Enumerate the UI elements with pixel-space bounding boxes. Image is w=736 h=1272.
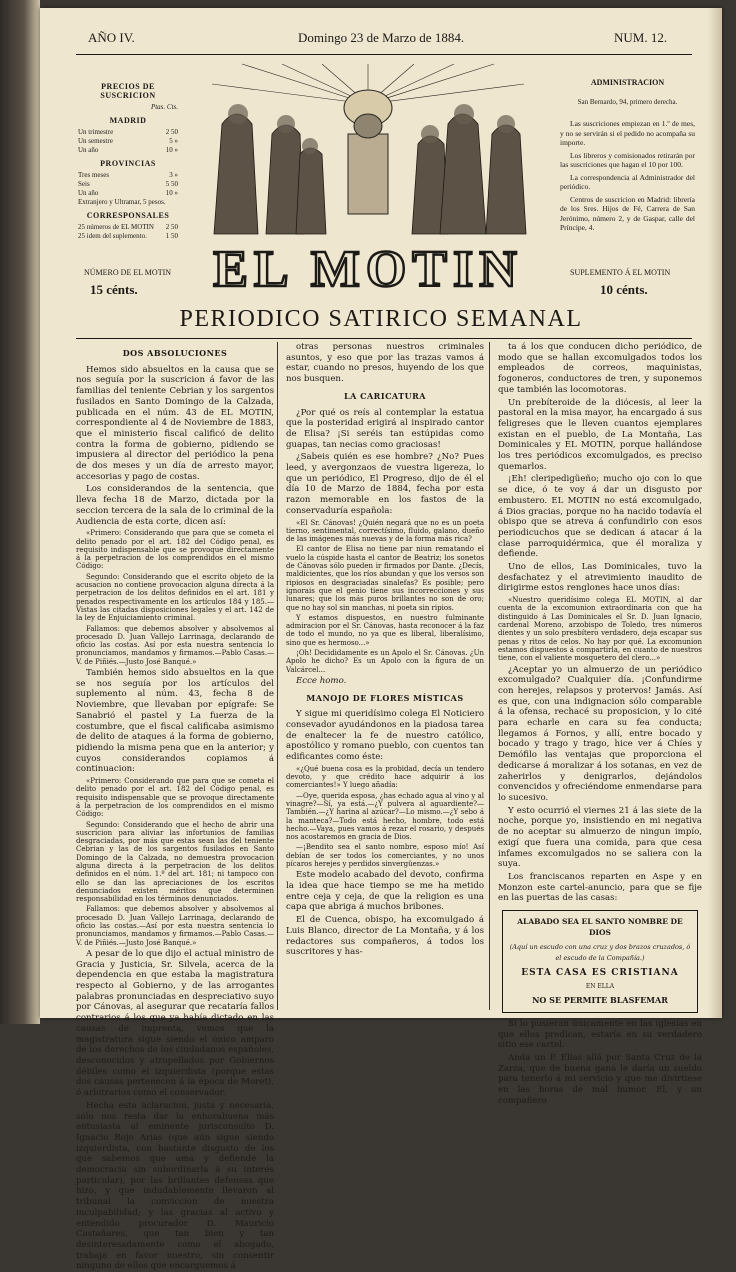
- title-rule: [76, 338, 692, 339]
- article-heading: MANOJO DE FLORES MÍSTICAS: [306, 692, 464, 703]
- paragraph: Los franciscanos reparten en Aspe y en Monzon este cartel-anuncio, para que se fije en las puertas de las casas:: [498, 871, 702, 904]
- poster-line: ALABADO SEA EL SANTO NOMBRE DE DIOS: [517, 917, 683, 937]
- admin-paragraph: Los libreros y comisionados retirarán por las suscriciones que hagan el 10 por 100.: [560, 150, 695, 169]
- paragraph: ¿Sabeis quién es ese hombre? ¿No? Pues leed, y avergonzaos de vuestra ligereza, lo que un periódico, El Progreso, dijo de él el día 10 de Marzo de 1884, fecha por esta razon memorable en los fastos de la conservaduría española:: [286, 452, 484, 516]
- price-row-value: 5 »: [169, 137, 178, 145]
- price-row: [78, 137, 178, 146]
- paragraph: Este modelo acabado del devoto, confirma la idea que hace tiempo se me ha metido entre ceja y ceja, de que la religion es una capa que abriga á muchos bribones.: [286, 870, 484, 913]
- price-row-label: 25 idem del suplemento.: [78, 232, 147, 240]
- price-row-value: 10 »: [165, 146, 178, 154]
- paragraph: ¡Eh! cleripedigüeño; mucho ojo con lo que se dice, ó te voy á dar un disgusto por embustero. EL MOTIN no está excomulgado, á Dios gracias, porque no ha nacido todavía el obispo que se atreva á confundirlo con esos periodicuchos que se dedican á atacar á la clase parroquidérmica, que él moraliza y defiende.: [498, 474, 702, 560]
- poster-line: ESTA CASA ES CRISTIANA: [521, 967, 679, 978]
- poster-line: NO SE PERMITE BLASFEMAR: [532, 995, 668, 1006]
- administration-address: San Bernardo, 94, primero derecha.: [577, 97, 678, 106]
- newspaper-title: PERIODICO SATIRICO SEMANAL: [179, 306, 583, 332]
- price-row-label: Un año: [78, 189, 99, 197]
- price-row-value: 2 50: [165, 223, 178, 231]
- quote-paragraph: Fallamos: que debemos absolver y absolvemos al procesado D. Juan Vallejo Larrinaga, declarando de oficio las costas. Así por esta nuestra sentencia lo pronunciamos, mandamos y firmamos.—Pablo Casas.—V. de Piñiés.—Justo José Banqué.»: [76, 624, 274, 666]
- price-row: [78, 232, 178, 241]
- quote-paragraph: «Primero: Considerando que para que se cometa el delito penado por el art. 182 del Código penal, es requisito indispensable que se provoque directamente á la perpetracion de los comprendidos en el mismo Código:: [76, 529, 274, 571]
- paragraph: otras personas nuestros criminales asuntos, y eso que por las trazas vamos á estar, cuando no presos, huyendo de los que nos busquen.: [286, 342, 484, 385]
- paragraph: Hecha esta aclaracion, justa y necesaria, sólo nos resta dar la enhorabuena más entusiasta al eminente jurisconsulto D. Ignacio Rojo Arias (que aún sigue siendo izquierdista, con bastante disgusto de los que sabemos que ama y defiende la democracia sin subordinarla á su interés particular), por las brillantes defensas que hizo, y que indudablemente llevaron al tribunal la conviccion de nuestra inculpabilidad; y las gracias al activo y entendido procurador D. Mauricio Castañares, que tan bien y tan desinteresadamente como el abogado, trabaja en favor nuestro, sin consentir ninguno de ellos que encarguemos á: [76, 1100, 274, 1272]
- column-2: [286, 342, 484, 1010]
- paragraph: A pesar de lo que dijo el actual ministro de Gracia y Justicia, Sr. Silvela, acerca de la dependencia en que estaba la magistratura respecto al Gobierno, y de las arrogantes palabras pronunciadas en despreciativo suyo por Cánovas, al asegurar que recataría fallos contrarios á los que ya había dictado en las causas de imprenta, vemos que la magistratura sigue siendo el único amparo de los derechos de los ciudadanos españoles, desconocidos y atropellados por Gobiernos débiles como el izquierdista (porque estas dos causas pertenecen á la época de Moret), ó arbitrarios como el conservador.: [76, 948, 274, 1099]
- paragraph: Y esto ocurrió el viernes 21 á las siete de la noche, porque yo, insistiendo en mi negativa de no aceptar su almuerzo de ningun impío, exigí que fuera una comida, para que cesa infames excomulgados no se saliera con la suya.: [498, 805, 702, 870]
- issue-number: NUM. 12.: [614, 30, 668, 45]
- subscription-prices: [78, 78, 178, 241]
- book-spine: [0, 0, 40, 1024]
- price-row-value: 10 »: [165, 189, 178, 197]
- poster-box: [502, 910, 698, 1013]
- supplement-price: 10 cénts.: [600, 282, 648, 297]
- correspondents-label: CORRESPONSALES: [86, 211, 170, 220]
- poster-line: (Aquí un escudo con una cruz y dos brazos cruzados, ó el escudo de la Compañía.): [509, 943, 691, 963]
- price-row: [78, 180, 178, 189]
- paragraph: Un prebíteroide de la diócesis, al leer la pastoral en la misa mayor, ha encargado á sus feligreses que le lleven cuantos ejemplares existan en el pueblo, de La Montaña, Las Dominicales y EL MOTIN, porque hallándose los tres periódicos excomulgados, es preciso quemarlos.: [498, 397, 702, 472]
- price-row: [78, 223, 178, 232]
- quote-paragraph: «¿Qué buena cosa es la probidad, decía un tendero devoto, y que crédito hace adquirir á los comerciantes!» Y luego añadía:: [286, 764, 484, 790]
- price-row: [78, 198, 178, 207]
- admin-paragraph: Centros de suscricion en Madrid: librería de los Sres. Hijos de Fé, Carrera de San Jerónimo, número 2, y de Gaspar, calle del Príncipe, 4.: [560, 194, 695, 232]
- quote-paragraph: Segundo: Considerando que el hecho de abrir una suscricion para aliviar las infortunios de familias desgraciadas, por más que estas sean las del teniente Cebrian y las de los sargentos fusilados en Santo Domingo de la Calzada, no demuestra provocacion alguna directa á la perpetracion de los delitos definidos en el núm. 1.º del art. 181; ni tampoco con ello se dan las apreciaciones de los escritos denunciados existen méritos que determinen responsabilidad en los términos denunciados.: [76, 820, 274, 904]
- administration-box: [560, 78, 695, 236]
- subscription-heading: PRECIOS DE SUSCRICION: [100, 82, 156, 100]
- paragraph: El de Cuenca, obispo, ha excomulgado á Luis Blanco, director de La Montaña, y á los redactores sus compañeros, á todos los suscritores y has-: [286, 915, 484, 958]
- issue-price: 15 cénts.: [90, 282, 138, 297]
- price-row-value: 3 »: [169, 171, 178, 179]
- price-row-value: 1 50: [165, 232, 178, 240]
- quote-paragraph: —¡Bendito sea el santo nombre, esposo mío! Así debían de ser todos los comerciantes, y no unos pícaros herejes y perdidos sinvergüenzas.»: [286, 843, 484, 869]
- administration-heading: ADMINISTRACION: [590, 78, 665, 87]
- price-row-value: 2 50: [165, 128, 178, 136]
- column-3: [498, 342, 702, 1106]
- price-row-label: Un semestre: [78, 137, 113, 145]
- supplement-label: SUPLEMENTO Á EL MOTIN: [570, 268, 671, 277]
- price-row: [78, 189, 178, 198]
- year-label: AÑO IV.: [88, 30, 135, 45]
- issue-label: NÚMERO DE EL MOTIN: [84, 268, 172, 277]
- price-row-label: Tres meses: [78, 171, 110, 179]
- madrid-label: MADRID: [109, 116, 147, 125]
- price-subhead: Ptas. Cts.: [150, 103, 178, 111]
- price-row: [78, 146, 178, 155]
- paragraph: También hemos sido absueltos en la que se nos seguía por los artículos del suplemento al núm. 43, fecha 8 de Noviembre, que llevaban por epígrafe: Se Sanabrió el pastel y La fuerza de la costumbre, que el fiscal calificaba asimismo de delito de ataques á la forma de gobierno, pidiendo la misma pena que en la anterior; y cuyos considerandos copiamos á continuacion:: [76, 668, 274, 775]
- quote-paragraph: El cantor de Elisa no tiene par niun rematando el vuelo la cúspide hasta el cantor de Beatriz; los sonetos de Cánovas sólo pueden ir firmados por Dante. ¿Decís, maldicientes, que los ríos abundan y que los versos son ripiosos en desgraciadas sinalefas? Es posible; pero ignorais que el genio tiene sus incorrecciones y sus lunares; que los más puros brillantes no son de oro; que no hay sol sin manchas, ni poeta sin ripios.: [286, 545, 484, 612]
- statue-bust-icon: [354, 114, 382, 138]
- paragraph: Hemos sido absueltos en la causa que se nos seguía por la suscricion á favor de las familias del teniente Cebrian y los sargentos fusilados en Santo Domingo de la Calzada, publicada en el núm. 43 de EL MOTIN, correspondiente al 4 de Noviembre de 1883, que el ministerio fiscal calificó de delito contra la forma de gobierno, pidiendo se impusiera al director del periódico la pena de dos meses y un día de arresto mayor, accesorias y pago de costas.: [76, 364, 274, 482]
- quote-paragraph: Segundo: Considerando que el escrito objeto de la acusacion no contiene provocacion alguna directa á la perpetracion de los delitos definidos en el art. 181 y penados respectivamente en los artículos 184 y 185.—Vistas las citadas disposiciones legales y el art. 142 de la ley de Enjuiciamiento criminal.: [76, 572, 274, 623]
- price-row-value: 5 50: [165, 180, 178, 188]
- paragraph: Y sigue mi queridísimo colega El Noticiero consevador ayudándonos en la piadosa tarea de enaltecer la fe de nuestro católico, apostólico y romano pueblo, con cuentos tan edificantes como éste:: [286, 709, 484, 763]
- paragraph: Uno de ellos, Las Dominicales, tuvo la desfachatez y el atrevimiento inaudito de dirigirme estos renglones hace unos días:: [498, 562, 702, 594]
- statue-pedestal-icon: [348, 134, 388, 214]
- price-row: [78, 128, 178, 137]
- top-rule: [76, 54, 692, 55]
- price-row-label: Seis: [78, 180, 90, 188]
- paragraph: Si lo pusieran únicamente en las iglesias en que ellos predican, estaría en su verdadero sitio ese cartel.: [498, 1018, 702, 1051]
- paragraph: Anda un P. Elías allá por Santa Cruz de la Zarza, que de buena gana le daría un sueldo para tenerlo á mi servicio y que me divirtiese en las horas de mal humor. El, y un compañero: [498, 1053, 702, 1106]
- column-1: [76, 342, 274, 1272]
- poster-line: EN ELLA: [585, 982, 615, 990]
- masthead-illustration: [182, 64, 554, 304]
- quote-paragraph: «Nuestro queridísimo colega EL MOTIN, al dar cuenta de la excomunion extraordinaria con que ha distinguido á Las Dominicales el Sr. D. Juan Ignacio, cardenal Moreno, arzobispo de Toledo, tres números dientes y un solo presbítero verdadero, deja escapar sus penas y ritos de celos. No hay por qué. La excomunion estamos dispuestos á compartirla, en cuanto de nuestros tiene, con el valiente mosquetero del clero...»: [498, 596, 702, 663]
- masthead-topline: [40, 30, 722, 50]
- price-row-label: 25 números de EL MOTIN: [78, 223, 154, 231]
- price-row-label: Un año: [78, 146, 99, 154]
- signature: Ecce homo.: [296, 675, 347, 686]
- quote-paragraph: «Primero: Considerando que para que se cometa el delito penado por el art. 182 del Código penal, es requisito indispensable que se provoque directamente á la perpetracion de los comprendidos en el mismo Código:: [76, 777, 274, 819]
- provinces-label: PROVINCIAS: [100, 159, 156, 168]
- price-row: [78, 171, 178, 180]
- price-row-label: Un trimestre: [78, 128, 114, 136]
- paragraph: ¿Aceptar yo un almuerzo de un periódico excomulgado? Cualquier día. ¡Confundirme con herejes, relapsos y protervos! Jamás. Así es que, con una indignacion sólo comparable á la ofensa, rechacé su proposicion, y lo cité para echarle en cara su fea conducta; llegamos á Fornos, y allí, entre bocado y bocado y trago y trago, hice ver á Chíes y Demófilo las ventajas que proporciona el dedicarse á moralizar á los sotanas, en vez de zaherirlos y denigrarlos, dejándolos convencidos y ofreciéndome enmendarse para lo sucesivo.: [498, 664, 702, 803]
- paragraph: ¿Por qué os reís al contemplar la estatua que la posteridad erigirá al inspirado cantor de Elisa? ¡Si seréis tan estúpidas como guapas, tan necias como graciosas!: [286, 407, 484, 450]
- article-columns: [76, 342, 702, 1272]
- article-heading: LA CARICATURA: [343, 390, 426, 401]
- paragraph: ta á los que conducen dicho periódico, de modo que se hallan excomulgados todos los empleados de correos, maquinistas, fogoneros, conductores de tren, y suponemos que también las locomotoras.: [498, 342, 702, 395]
- quote-paragraph: —Oye, querida esposa, ¿has echado agua al vino y al vinagre?—Sí, ya está.—¿Y pulvera al aguardiente?—También.—¿Y harina al azúcar?—Lo mismo.—¿Y sebo á la manteca?—Todo está hecho, hombre, todo está hecho.—Vaya, pues vamos á rezar el rosario, y después nos acostaremos en gracia de Dios.: [286, 791, 484, 842]
- admin-paragraph: Las suscriciones empiezan en 1.º de mes, y no se servirán si el pedido no acompaña su importe.: [560, 119, 695, 147]
- article-heading: DOS ABSOLUCIONES: [122, 348, 228, 358]
- price-row-label: Extranjero y Ultramar, 5 pesos.: [78, 198, 166, 206]
- date-label: Domingo 23 de Marzo de 1884.: [298, 30, 465, 45]
- quote-paragraph: «El Sr. Cánovas! ¿Quién negará que no es un poeta tierno, sentimental, correctísimo, fluido, galano, dueño de las imágenes más nuevas y de la forma más rica?: [286, 518, 484, 544]
- paragraph: Los considerandos de la sentencia, que lleva fecha 18 de Marzo, dictada por la seccion tercera de la sala de lo criminal de la Audiencia de esta corte, dicen así:: [76, 484, 274, 527]
- admin-paragraph: La correspondencia al Administrador del periódico.: [560, 172, 695, 191]
- logo-text: EL MOTIN: [213, 241, 523, 298]
- quote-paragraph: Fallamos: que debemos absolver y absolvemos al procesado D. Juan Vallejo Larrinaga, declarando de oficio las costas.—Así por esta nuestra sentencia lo pronunciamos, mandamos y firmamos.—Pablo Casas.—V. de Piñiés.—Justo José Banqué.»: [76, 905, 274, 947]
- newspaper-page: [40, 8, 722, 1272]
- quote-paragraph: ¡Oh! Decididamente es un Apolo el Sr. Cánovas. ¿Un Apolo he dicho? Es un Apolo con la figura de un Valcárcel...: [286, 649, 484, 674]
- quote-paragraph: Y estamos dispuestos, en nuestro fulminante admiracion por el Sr. Cánovas, hasta reconocer á la faz de todo el mundo, no ya que es liberal, liberalísimo, sino que es hermoso...»: [286, 613, 484, 647]
